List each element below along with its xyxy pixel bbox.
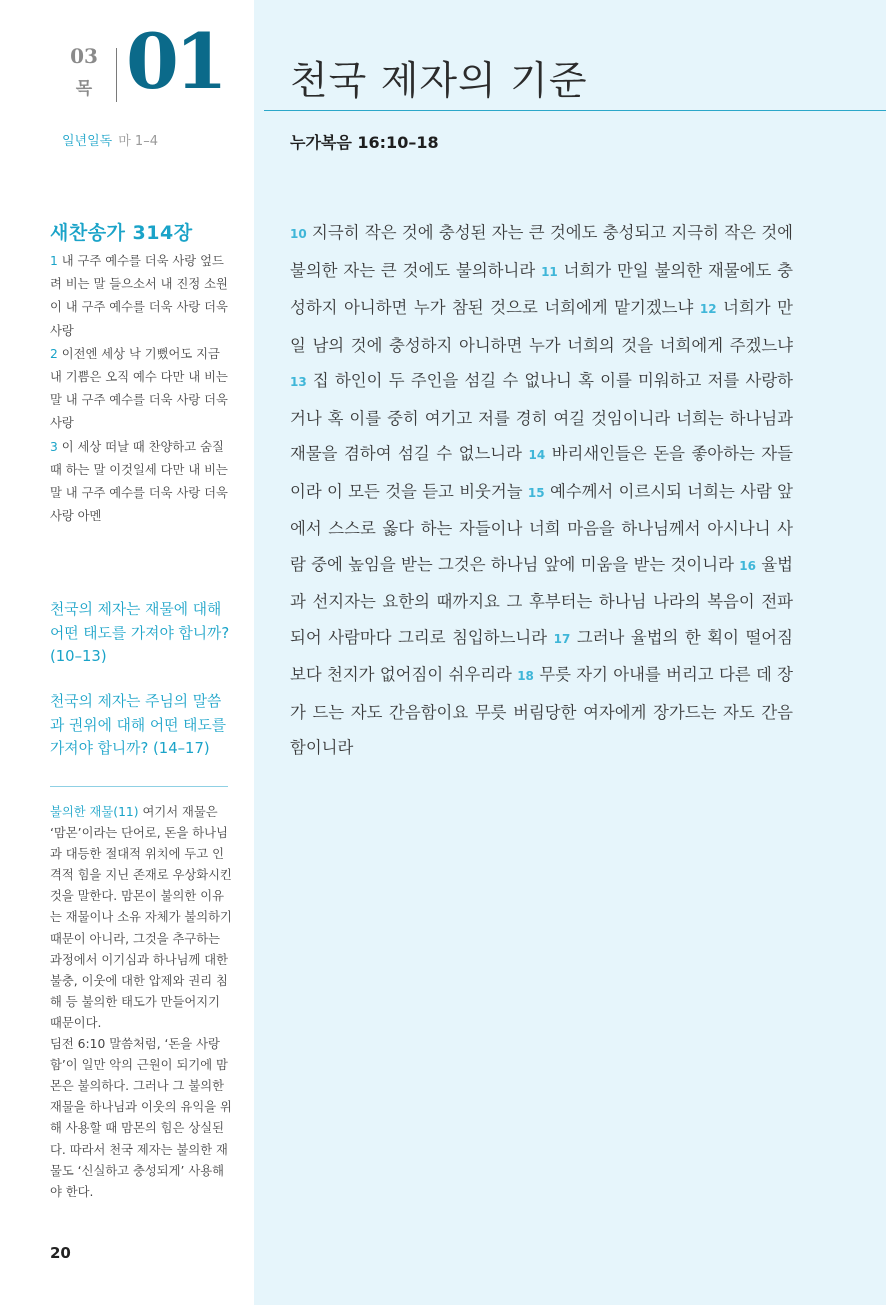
hymn-verse-text: 이전엔 세상 낙 기뻤어도 지금 내 기쁨은 오직 예수 다만 내 비는 말 내 구주 예수를 더욱 사랑 더욱 사랑 <box>50 346 228 431</box>
hymn-verse <box>50 250 232 343</box>
note-paragraph <box>50 802 232 1034</box>
verse-number: 12 <box>699 302 717 316</box>
sidebar <box>0 0 254 1305</box>
date-divider <box>116 48 117 102</box>
verse-text: 율법과 선지자는 요한의 때까지요 그 후부터는 하나님 나라의 복음이 전파되어 사람마다 그리로 침입하느니라 <box>290 554 793 647</box>
verse-number: 17 <box>553 631 571 646</box>
note-term: 불의한 재물(11) <box>50 805 139 819</box>
verse-text: 너희가 만일 불의한 재물에도 충성하지 아니하면 누가 참된 것으로 너희에게 맡기겠느냐 <box>290 260 793 317</box>
verse-text: 집 하인이 두 주인을 섬길 수 없나니 혹 이를 미워하고 저를 사랑하거나 혹 이를 중히 여기고 저를 경히 여길 것임이니라 너희는 하나님과 재물을 겸하여 섬길 수 없느니라 <box>290 371 793 463</box>
sidebar-divider <box>50 786 228 787</box>
hymn-verse-number: 3 <box>50 439 58 454</box>
month-number: 03 <box>70 44 98 68</box>
verse-text: 너희가 만일 남의 것에 충성하지 아니하면 누가 너희의 것을 너희에게 주겠느냐 <box>290 298 793 355</box>
hymn-verse-text: 이 세상 떠날 때 찬양하고 숨질 때 하는 말 이것일세 다만 내 비는 말 내 구주 예수를 더욱 사랑 더욱 사랑 아멘 <box>50 439 228 524</box>
annual-reading-label: 일년일독 <box>62 134 113 149</box>
verse-number: 18 <box>517 669 534 683</box>
hymn-verse <box>50 343 232 436</box>
verse-number: 15 <box>527 485 545 500</box>
verse-number: 14 <box>528 448 546 462</box>
scripture-reference: 누가복음 16:10–18 <box>290 133 439 152</box>
question-1: 천국의 제자는 재물에 대해 어떤 태도를 가져야 합니까? (10–13) <box>50 601 230 665</box>
weekday: 목 <box>75 79 93 99</box>
note-paragraph: 딤전 6:10 말씀처럼, ‘돈을 사랑함’이 일만 악의 근원이 되기에 맘몬은 불의하다. 그러나 그 불의한 재물을 하나님과 이웃의 유익을 위해 사용할 때 맘몬의 힘은 상실된다. 따라서 천국 제자는 불의한 재물도 ‘신실하고 충성되게’ 사용해야 한다. <box>50 1037 232 1199</box>
hymn-title: 새찬송가 314장 <box>50 222 193 244</box>
title-divider <box>264 110 886 111</box>
verse-text: 그러나 율법의 한 획이 떨어짐보다 천지가 없어짐이 쉬우리라 <box>290 627 793 684</box>
hymn-verse-number: 1 <box>50 254 58 268</box>
scripture-text <box>290 215 793 766</box>
day-number: 01 <box>126 17 224 106</box>
verse-number: 16 <box>739 558 756 573</box>
annual-reading <box>62 130 158 149</box>
verse-number: 10 <box>290 227 307 241</box>
verse-text: 바리새인들은 돈을 좋아하는 자들이라 이 모든 것을 듣고 비웃거늘 <box>290 444 793 501</box>
verse-number: 13 <box>290 375 307 389</box>
hymn-verse <box>50 436 232 529</box>
hymn-verse-text: 내 구주 예수를 더욱 사랑 엎드려 비는 말 들으소서 내 진정 소원이 내 구주 예수를 더욱 사랑 더욱 사랑 <box>50 254 228 338</box>
commentary-note <box>50 802 232 1203</box>
question-2: 천국의 제자는 주님의 말씀과 권위에 대해 어떤 태도를 가져야 합니까? (14–17) <box>50 693 227 757</box>
page-title: 천국 제자의 기준 <box>290 59 588 104</box>
verse-text: 지극히 작은 것에 충성된 자는 큰 것에도 충성되고 지극히 작은 것에 불의한 자는 큰 것에도 불의하니라 <box>290 223 793 280</box>
page-number: 20 <box>50 1244 71 1262</box>
verse-number: 11 <box>541 264 558 279</box>
note-text: 여기서 재물은 ‘맘몬’이라는 단어로, 돈을 하나님과 대등한 절대적 위치에 두고 인격적 힘을 지닌 존재로 우상화시킨 것을 말한다. 맘몬이 불의한 이유는 재물이나 소유 자체가 불의하기 때문이 아니라, 그것을 추구하는 과정에서 이기심과 하나님께 대한 불충, 이웃에 대한 압제와 권리 침해 등 불의한 태도가 만들어지기 때문이다. <box>50 805 232 1030</box>
verse-text: 예수께서 이르시되 너희는 사람 앞에서 스스로 옳다 하는 자들이나 너희 마음을 하나님께서 아시나니 사람 중에 높임을 받는 그것은 하나님 앞에 미움을 받는 것이니라 <box>290 481 793 574</box>
hymn-verse-number: 2 <box>50 346 58 361</box>
verse-text: 무릇 자기 아내를 버리고 다른 데 장가 드는 자도 간음함이요 무릇 버림당한 여자에게 장가드는 자도 간음함이니라 <box>290 665 793 757</box>
annual-reading-ref: 마 1–4 <box>118 134 158 149</box>
hymn-lyrics <box>50 250 232 528</box>
